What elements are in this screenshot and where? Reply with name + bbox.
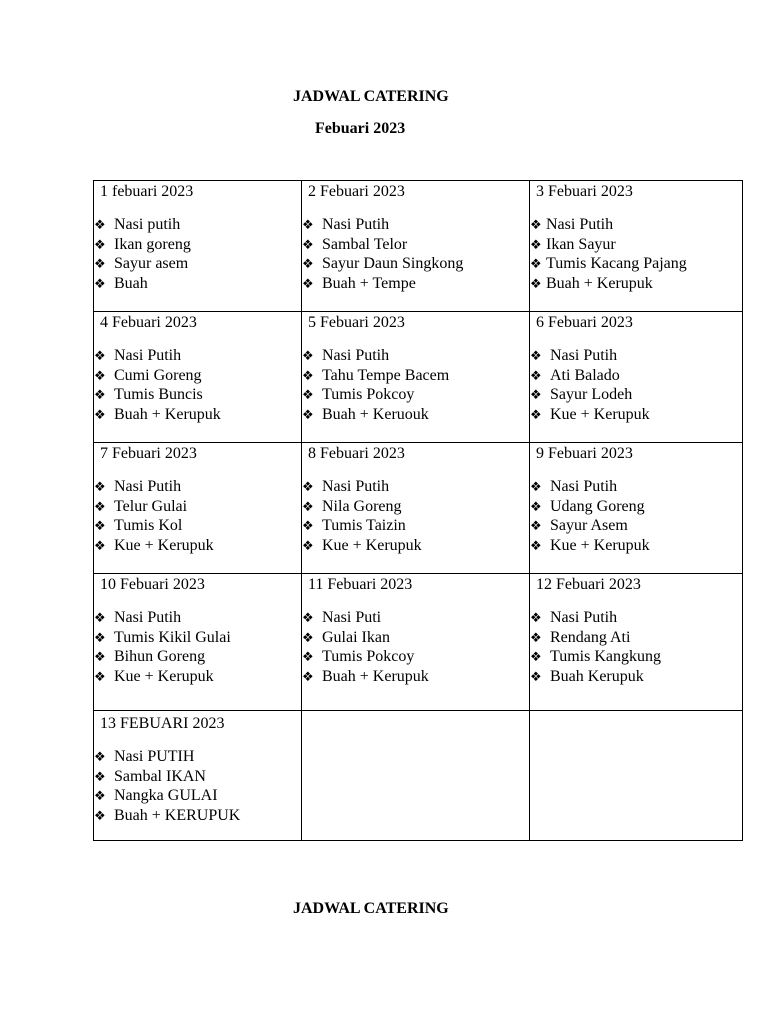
menu-list [302, 608, 529, 687]
diamond-bullet-icon: ❖ [302, 276, 314, 292]
diamond-bullet-icon: ❖ [302, 669, 314, 685]
menu-item [530, 346, 742, 366]
schedule-row [94, 181, 743, 312]
menu-item [94, 497, 301, 517]
menu-item [94, 366, 301, 386]
menu-item [94, 235, 301, 255]
menu-item-text: Gulai Ikan [322, 628, 390, 646]
menu-item [302, 628, 529, 648]
menu-list [530, 608, 742, 687]
day-cell [94, 574, 302, 711]
menu-list [302, 215, 529, 294]
diamond-bullet-icon: ❖ [94, 768, 106, 784]
menu-item-text: Nasi Putih [114, 609, 182, 626]
menu-item [530, 405, 742, 425]
menu-item [530, 235, 742, 255]
day-cell [302, 443, 530, 574]
diamond-bullet-icon: ❖ [302, 649, 314, 665]
diamond-bullet-icon: ❖ [94, 518, 106, 534]
day-cell [94, 711, 302, 841]
menu-item [302, 405, 529, 425]
menu-item [530, 628, 742, 648]
document-title: JADWAL CATERING [293, 88, 449, 105]
diamond-bullet-icon: ❖ [94, 749, 106, 764]
menu-item [94, 667, 301, 687]
diamond-bullet-icon: ❖ [530, 518, 542, 534]
day-cell [94, 312, 302, 443]
menu-item [94, 806, 301, 826]
menu-item [302, 647, 529, 667]
menu-item [302, 516, 529, 536]
menu-item [530, 497, 742, 517]
day-date: 1 febuari 2023 [100, 183, 194, 200]
menu-item [530, 536, 742, 556]
menu-item [530, 516, 742, 536]
menu-item-text: Rendang Ati [550, 628, 631, 646]
diamond-bullet-icon: ❖ [94, 256, 106, 272]
empty-cell [530, 711, 743, 841]
diamond-bullet-icon: ❖ [94, 808, 106, 824]
day-date: 11 Febuari 2023 [308, 576, 413, 593]
diamond-bullet-icon: ❖ [94, 479, 106, 494]
diamond-bullet-icon: ❖ [302, 407, 314, 423]
menu-item-text: Tumis Buncis [114, 386, 203, 404]
document-month: Febuari 2023 [315, 120, 406, 137]
menu-item-text: Nasi Putih [114, 478, 182, 495]
diamond-bullet-icon: ❖ [530, 387, 542, 403]
catering-schedule-table [93, 180, 743, 841]
menu-item-text: Nasi Putih [322, 347, 390, 364]
schedule-row [94, 574, 743, 711]
diamond-bullet-icon: ❖ [302, 518, 314, 534]
menu-item-text: Tumis Pokcoy [322, 648, 415, 666]
diamond-bullet-icon: ❖ [302, 498, 314, 514]
day-date: 10 Febuari 2023 [100, 576, 205, 593]
empty-cell [302, 711, 530, 841]
menu-item [94, 767, 301, 787]
menu-item [302, 667, 529, 687]
day-cell [94, 443, 302, 574]
day-date: 12 Febuari 2023 [536, 576, 641, 593]
diamond-bullet-icon: ❖ [302, 610, 314, 625]
menu-item-text: Buah + Keruouk [322, 406, 429, 424]
day-date: 2 Febuari 2023 [308, 183, 405, 200]
menu-item-text: Nangka GULAI [114, 787, 218, 805]
menu-item-text: Tumis Kangkung [550, 648, 661, 666]
menu-item [530, 254, 742, 274]
menu-item [94, 405, 301, 425]
diamond-bullet-icon: ❖ [94, 276, 106, 292]
menu-item [94, 628, 301, 648]
menu-item-text: Nasi Putih [322, 478, 390, 495]
diamond-bullet-icon: ❖ [530, 649, 542, 665]
menu-item [94, 215, 301, 235]
diamond-bullet-icon: ❖ [302, 236, 314, 252]
diamond-bullet-icon: ❖ [94, 217, 106, 232]
menu-item [302, 477, 529, 497]
menu-item-text: Sambal IKAN [114, 767, 206, 785]
footer-title: JADWAL CATERING [293, 900, 449, 917]
menu-list [530, 215, 742, 294]
diamond-bullet-icon: ❖ [302, 629, 314, 645]
diamond-bullet-icon: ❖ [302, 217, 314, 232]
diamond-bullet-icon: ❖ [530, 669, 542, 685]
menu-item-text: Tumis Kikil Gulai [114, 628, 231, 646]
diamond-bullet-icon: ❖ [94, 407, 106, 423]
menu-item-text: Buah + Tempe [322, 275, 416, 293]
menu-item [530, 608, 742, 628]
day-cell [302, 574, 530, 711]
menu-item [302, 235, 529, 255]
diamond-bullet-icon: ❖ [302, 348, 314, 363]
menu-item-text: Ikan goreng [114, 235, 191, 253]
menu-item [302, 385, 529, 405]
menu-item-text: Sayur Lodeh [550, 386, 633, 404]
menu-item-text: Nasi Putih [322, 216, 390, 233]
menu-item-text: Tahu Tempe Bacem [322, 366, 450, 384]
menu-item [530, 274, 742, 294]
day-cell [530, 443, 743, 574]
menu-list [302, 477, 529, 556]
menu-item-text: Buah + Kerupuk [322, 668, 429, 686]
diamond-bullet-icon: ❖ [94, 610, 106, 625]
menu-item-text: Sambal Telor [322, 235, 408, 253]
menu-item-text: Nasi PUTIH [114, 748, 195, 765]
menu-item [302, 536, 529, 556]
diamond-bullet-icon: ❖ [530, 256, 542, 272]
menu-item-text: Udang Goreng [550, 497, 645, 515]
menu-item-text: Kue + Kerupuk [550, 406, 650, 424]
diamond-bullet-icon: ❖ [94, 649, 106, 665]
menu-item-text: Cumi Goreng [114, 366, 202, 384]
diamond-bullet-icon: ❖ [530, 407, 542, 423]
menu-item-text: Ati Balado [550, 366, 620, 384]
menu-item-text: Nasi Putih [550, 347, 618, 364]
menu-item-text: Buah + Kerupuk [546, 275, 653, 293]
menu-item-text: Tumis Taizin [322, 517, 406, 535]
menu-item [302, 497, 529, 517]
menu-item-text: Buah + KERUPUK [114, 807, 241, 825]
menu-item [530, 647, 742, 667]
menu-item [530, 366, 742, 386]
menu-item [94, 647, 301, 667]
diamond-bullet-icon: ❖ [94, 669, 106, 685]
diamond-bullet-icon: ❖ [302, 538, 314, 554]
menu-item [302, 366, 529, 386]
diamond-bullet-icon: ❖ [94, 348, 106, 363]
diamond-bullet-icon: ❖ [530, 367, 542, 383]
menu-item [94, 516, 301, 536]
diamond-bullet-icon: ❖ [530, 610, 542, 625]
menu-item-text: Buah Kerupuk [550, 668, 644, 686]
menu-item-text: Tumis Kacang Pajang [546, 255, 687, 273]
diamond-bullet-icon: ❖ [530, 217, 542, 232]
diamond-bullet-icon: ❖ [94, 236, 106, 252]
menu-item-text: Kue + Kerupuk [114, 668, 214, 686]
diamond-bullet-icon: ❖ [94, 498, 106, 514]
day-cell [530, 312, 743, 443]
diamond-bullet-icon: ❖ [94, 387, 106, 403]
menu-item [530, 477, 742, 497]
menu-item [530, 667, 742, 687]
menu-list [530, 346, 742, 425]
diamond-bullet-icon: ❖ [302, 256, 314, 272]
menu-item [94, 274, 301, 294]
menu-list [94, 477, 301, 556]
day-cell [302, 181, 530, 312]
menu-item [94, 536, 301, 556]
diamond-bullet-icon: ❖ [530, 479, 542, 494]
menu-item [530, 215, 742, 235]
menu-item [302, 346, 529, 366]
menu-item [94, 346, 301, 366]
menu-item-text: Nasi Putih [550, 609, 618, 626]
menu-item-text: Bihun Goreng [114, 648, 206, 666]
menu-item-text: Tumis Pokcoy [322, 386, 415, 404]
schedule-row [94, 443, 743, 574]
day-cell [530, 181, 743, 312]
menu-item-text: Nasi Puti [322, 609, 382, 626]
menu-item-text: Telur Gulai [114, 497, 188, 515]
diamond-bullet-icon: ❖ [94, 538, 106, 554]
menu-item-text: Sayur asem [114, 255, 189, 273]
menu-item [94, 786, 301, 806]
diamond-bullet-icon: ❖ [530, 629, 542, 645]
menu-item [302, 215, 529, 235]
menu-item [94, 254, 301, 274]
menu-list [94, 215, 301, 294]
menu-item [94, 608, 301, 628]
menu-item [94, 477, 301, 497]
menu-item-text: Tumis Kol [114, 517, 183, 535]
menu-item-text: Nila Goreng [322, 497, 402, 515]
menu-item [94, 385, 301, 405]
diamond-bullet-icon: ❖ [530, 276, 542, 292]
menu-item-text: Ikan Sayur [546, 235, 616, 253]
diamond-bullet-icon: ❖ [94, 367, 106, 383]
day-date: 5 Febuari 2023 [308, 314, 405, 331]
day-cell [302, 312, 530, 443]
menu-item [530, 385, 742, 405]
menu-list [94, 747, 301, 826]
diamond-bullet-icon: ❖ [302, 479, 314, 494]
schedule-row [94, 711, 743, 841]
menu-item-text: Nasi Putih [114, 347, 182, 364]
day-date: 7 Febuari 2023 [100, 445, 197, 462]
day-date: 13 FEBUARI 2023 [100, 715, 225, 732]
menu-item-text: Buah [114, 275, 148, 293]
menu-item-text: Kue + Kerupuk [550, 537, 650, 555]
menu-item-text: Sayur Asem [550, 517, 628, 535]
menu-list [302, 346, 529, 425]
diamond-bullet-icon: ❖ [302, 367, 314, 383]
day-cell [94, 181, 302, 312]
menu-item [302, 608, 529, 628]
day-date: 6 Febuari 2023 [536, 314, 633, 331]
diamond-bullet-icon: ❖ [302, 387, 314, 403]
day-date: 3 Febuari 2023 [536, 183, 633, 200]
schedule-row [94, 312, 743, 443]
day-date: 9 Febuari 2023 [536, 445, 633, 462]
menu-item-text: Buah + Kerupuk [114, 406, 221, 424]
menu-item-text: Sayur Daun Singkong [322, 255, 464, 273]
menu-item [302, 274, 529, 294]
menu-item-text: Kue + Kerupuk [114, 537, 214, 555]
diamond-bullet-icon: ❖ [530, 498, 542, 514]
day-cell [530, 574, 743, 711]
menu-list [94, 608, 301, 687]
menu-list [530, 477, 742, 556]
diamond-bullet-icon: ❖ [94, 629, 106, 645]
diamond-bullet-icon: ❖ [530, 538, 542, 554]
menu-item-text: Nasi Putih [550, 478, 618, 495]
diamond-bullet-icon: ❖ [530, 348, 542, 363]
diamond-bullet-icon: ❖ [94, 788, 106, 804]
menu-item-text: Kue + Kerupuk [322, 537, 422, 555]
diamond-bullet-icon: ❖ [530, 236, 542, 252]
menu-list [94, 346, 301, 425]
day-date: 4 Febuari 2023 [100, 314, 197, 331]
menu-item-text: Nasi putih [114, 216, 181, 233]
menu-item-text: Nasi Putih [546, 216, 614, 233]
menu-item [302, 254, 529, 274]
day-date: 8 Febuari 2023 [308, 445, 405, 462]
menu-item [94, 747, 301, 767]
